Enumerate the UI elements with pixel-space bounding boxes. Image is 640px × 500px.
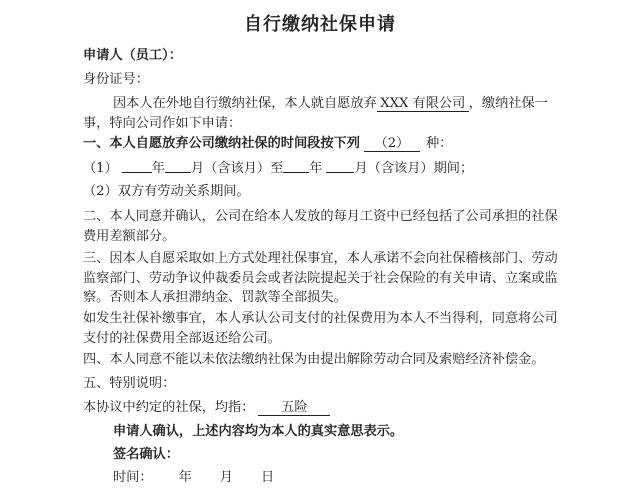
intro-text-1: 因本人在外地自行缴纳社保，本人就自愿放弃 xyxy=(113,96,377,111)
start-year-unit: 年 xyxy=(151,161,165,176)
end-year-unit: 年 xyxy=(309,161,323,176)
option-2: （2）双方有劳动关系期间。 xyxy=(83,184,250,199)
item-1 xyxy=(83,136,452,152)
applicant-label: 申请人（员工）： xyxy=(83,48,182,63)
item-2-line-2: 费用差额部分。 xyxy=(83,229,176,244)
agreement-label: 本协议中约定的社保，均指： xyxy=(83,400,255,415)
item-3-line-2: 监察部门、劳动争议仲裁委员会或者法院提起关于社会保险的有关申请、立案或监 xyxy=(83,271,558,286)
item-1-choice-field: （2） xyxy=(364,136,420,152)
end-year-field xyxy=(283,160,309,173)
intro-text-2: ，缴纳社保一 xyxy=(468,96,548,111)
intro-line-1 xyxy=(113,96,548,112)
id-number-label: 身份证号： xyxy=(83,72,149,87)
item-5: 五、特别说明： xyxy=(83,376,176,391)
signature-label: 签名确认： xyxy=(113,447,179,462)
start-month-unit: 月（含该月）至 xyxy=(190,161,284,176)
option-1-label: （1） xyxy=(83,161,118,176)
date-year-unit: 年 xyxy=(178,470,192,485)
end-month-unit: 月（含该月）期间； xyxy=(354,161,474,176)
insurance-type-field: 五险 xyxy=(258,400,330,416)
applicant-confirmation: 申请人确认，上述内容均为本人的真实意思表示。 xyxy=(113,424,404,439)
item-2-line-1: 二、本人同意并确认，公司在给本人发放的每月工资中已经包括了公司承担的社保 xyxy=(83,209,558,224)
item-1-suffix: 种： xyxy=(425,136,453,151)
agreement-line xyxy=(83,400,330,416)
item-4: 四、本人同意不能以未依法缴纳社保为由提出解除劳动合同及索赔经济补偿金。 xyxy=(83,352,545,367)
intro-line-2: 事，特向公司作如下申请： xyxy=(83,116,242,131)
date-label: 时间： xyxy=(113,470,153,485)
company-name-field: XXX 有限公司 xyxy=(377,96,469,112)
item-1-text: 一、本人自愿放弃公司缴纳社保的时间段按下列 xyxy=(83,136,360,151)
item-3-line-1: 三、因本人自愿采取如上方式处理社保事宜，本人承诺不会向社保稽核部门、劳动 xyxy=(83,251,558,266)
extra-para-line-2: 支付的社保费用全部返还给公司。 xyxy=(83,331,281,346)
start-year-field xyxy=(122,160,152,173)
end-month-field xyxy=(326,160,354,173)
date-day-unit: 日 xyxy=(260,470,275,485)
date-month-unit: 月 xyxy=(219,470,233,485)
start-month-field xyxy=(165,160,191,173)
date-line xyxy=(113,470,274,486)
extra-para-line-1: 如发生社保补缴事宜，本人承认公司支付的社保费用为本人不当得利，同意将公司 xyxy=(83,311,558,326)
document-title: 自行缴纳社保申请 xyxy=(244,14,396,35)
option-1 xyxy=(83,160,473,177)
item-3-line-3: 察。否则本人承担滞纳金、罚款等全部损失。 xyxy=(83,290,347,305)
